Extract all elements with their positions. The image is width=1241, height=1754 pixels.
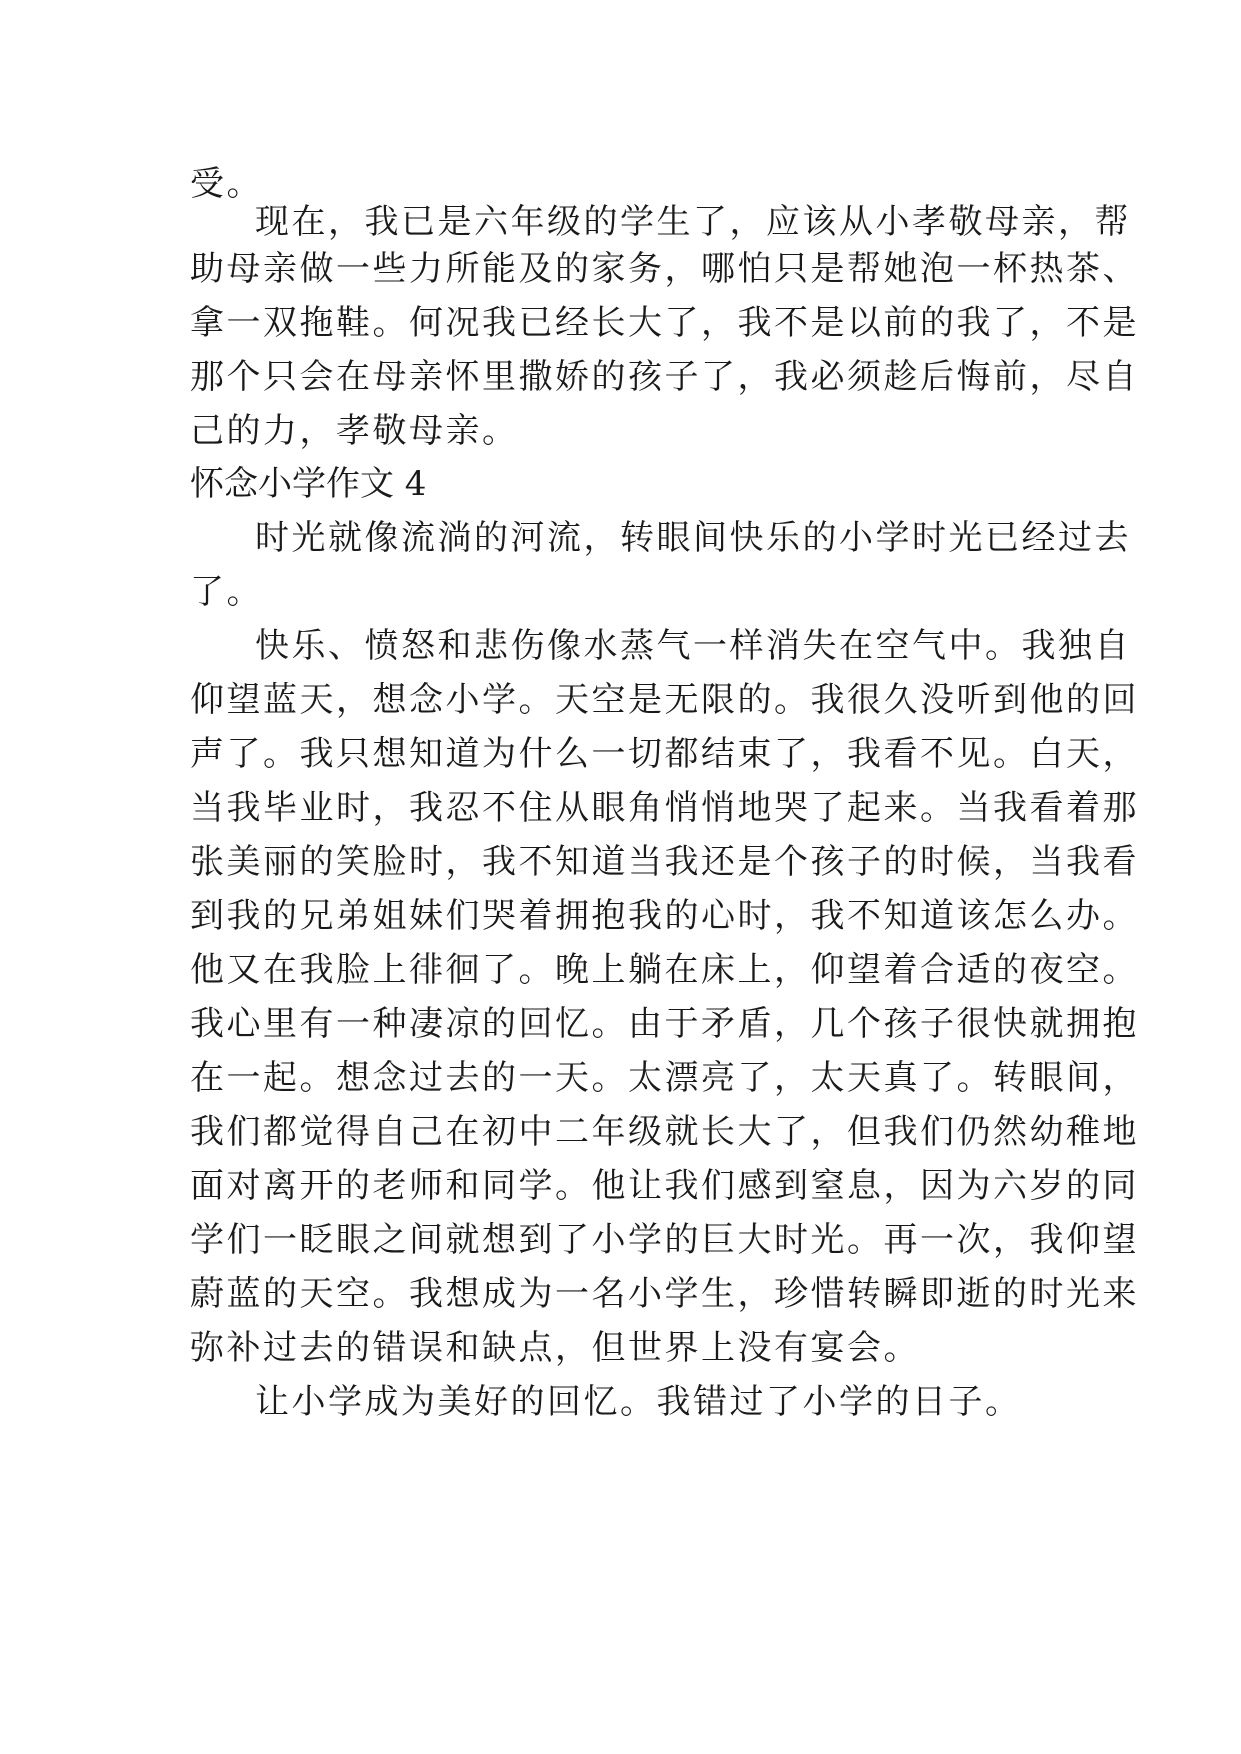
text-line: 他又在我脸上徘徊了。晚上躺在床上，仰望着合适的夜空。 bbox=[190, 950, 1139, 990]
paragraph-first-line: 时光就像流淌的河流，转眼间快乐的小学时光已经过去 bbox=[255, 518, 1131, 558]
text-line: 到我的兄弟姐妹们哭着拥抱我的心时，我不知道该怎么办。 bbox=[190, 896, 1139, 936]
text-line: 在一起。想念过去的一天。太漂亮了，太天真了。转眼间， bbox=[190, 1058, 1139, 1098]
text-line: 我们都觉得自己在初中二年级就长大了，但我们仍然幼稚地 bbox=[190, 1112, 1139, 1152]
text-line: 弥补过去的错误和缺点，但世界上没有宴会。 bbox=[190, 1328, 920, 1368]
section-heading: 怀念小学作文 4 bbox=[190, 464, 427, 504]
text-line: 仰望蓝天，想念小学。天空是无限的。我很久没听到他的回 bbox=[190, 680, 1139, 720]
text-line: 那个只会在母亲怀里撒娇的孩子了，我必须趁后悔前，尽自 bbox=[190, 357, 1139, 397]
text-line: 己的力，孝敬母亲。 bbox=[190, 411, 519, 451]
text-line: 助母亲做一些力所能及的家务，哪怕只是帮她泡一杯热茶、 bbox=[190, 249, 1139, 289]
paragraph-first-line: 现在，我已是六年级的学生了，应该从小孝敬母亲，帮 bbox=[255, 202, 1131, 242]
text-line: 声了。我只想知道为什么一切都结束了，我看不见。白天， bbox=[190, 734, 1139, 774]
paragraph-first-line: 让小学成为美好的回忆。我错过了小学的日子。 bbox=[255, 1382, 1022, 1422]
text-line: 学们一眨眼之间就想到了小学的巨大时光。再一次，我仰望 bbox=[190, 1220, 1139, 1260]
text-line: 拿一双拖鞋。何况我已经长大了，我不是以前的我了，不是 bbox=[190, 303, 1139, 343]
text-line: 当我毕业时，我忍不住从眼角悄悄地哭了起来。当我看着那 bbox=[190, 788, 1139, 828]
text-line: 我心里有一种凄凉的回忆。由于矛盾，几个孩子很快就拥抱 bbox=[190, 1004, 1139, 1044]
text-line: 蔚蓝的天空。我想成为一名小学生，珍惜转瞬即逝的时光来 bbox=[190, 1274, 1139, 1314]
text-line: 面对离开的老师和同学。他让我们感到窒息，因为六岁的同 bbox=[190, 1166, 1139, 1206]
text-line: 受。 bbox=[190, 164, 263, 204]
text-line: 了。 bbox=[190, 572, 263, 612]
paragraph-first-line: 快乐、愤怒和悲伤像水蒸气一样消失在空气中。我独自 bbox=[255, 626, 1131, 666]
text-line: 张美丽的笑脸时，我不知道当我还是个孩子的时候，当我看 bbox=[190, 842, 1139, 882]
